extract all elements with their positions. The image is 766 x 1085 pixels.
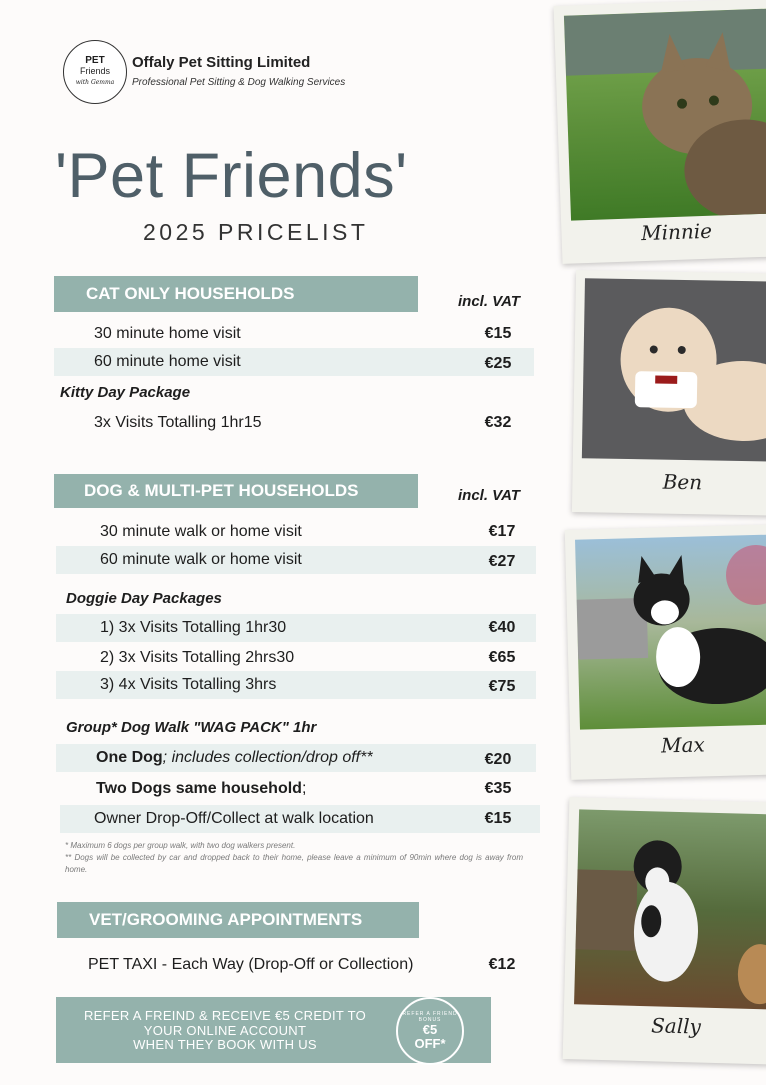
price-row [56, 744, 536, 772]
referral-line-2: YOUR ONLINE ACCOUNT [143, 1022, 307, 1038]
polaroid-max [565, 524, 766, 780]
pet-name-max: Max [660, 732, 706, 758]
referral-line-1: REFER A FREIND & RECEIVE €5 CREDIT TO [83, 1008, 366, 1023]
price-row [54, 348, 534, 376]
footnote-2: ** Dogs will be collected by car and dropped back to their home, please leave a minimum of 90min where dog is away from home. [65, 853, 523, 874]
row-price: €27 [488, 553, 516, 570]
price-row [56, 518, 536, 546]
price-row [60, 805, 540, 833]
row-price: €32 [484, 414, 512, 431]
price-row [56, 644, 536, 672]
logo-text-pet: PET [85, 55, 105, 66]
kitty-package-title: Kitty Day Package [60, 384, 191, 401]
row-label-rest: ; [301, 780, 307, 797]
dog-vat-label: incl. VAT [458, 487, 520, 504]
footnotes [65, 840, 523, 876]
price-row [54, 320, 534, 348]
polaroid-minnie [554, 0, 766, 264]
company-tagline: Professional Pet Sitting & Dog Walking Services [132, 77, 346, 88]
vet-section-heading: VET/GROOMING APPOINTMENTS [57, 902, 419, 938]
referral-line-3: WHEN THEY BOOK WITH US [133, 1037, 317, 1052]
pet-name-ben: Ben [662, 469, 703, 495]
logo-text-gemma: with Gemma [75, 79, 115, 86]
row-label: 60 minute home visit [94, 353, 241, 370]
dog-section-heading: DOG & MULTI-PET HOUSEHOLDS [54, 474, 418, 508]
row-price: €65 [488, 649, 516, 666]
price-row [56, 951, 536, 979]
dog-illustration [582, 278, 766, 462]
row-price: €20 [484, 751, 512, 768]
footnote-1: * Maximum 6 dogs per group walk, with two dog walkers present. [65, 841, 296, 850]
cat-photo-minnie [564, 8, 766, 220]
badge-amount: €5 [422, 1022, 438, 1037]
row-label: PET TAXI - Each Way (Drop-Off or Collection) [88, 956, 414, 973]
doggie-package-title: Doggie Day Packages [66, 590, 222, 607]
row-price: €12 [488, 956, 516, 973]
pet-name-minnie: Minnie [640, 218, 713, 246]
wag-pack-title: Group* Dog Walk "WAG PACK" 1hr [66, 719, 317, 736]
row-label: 3x Visits Totalling 1hr15 [94, 414, 262, 431]
price-row [56, 546, 536, 574]
polaroid-sally [563, 797, 766, 1065]
cat-section-heading: CAT ONLY HOUSEHOLDS [54, 276, 418, 312]
dog-photo-ben [582, 278, 766, 462]
row-label: 30 minute home visit [94, 325, 241, 342]
page-subtitle: 2025 PRICELIST [143, 219, 369, 245]
polaroid-ben [572, 270, 766, 516]
row-label: 30 minute walk or home visit [100, 523, 302, 540]
row-price: €15 [484, 810, 512, 827]
dog-illustration [574, 809, 766, 1009]
row-price: €15 [484, 325, 512, 342]
page-title: 'Pet Friends' [55, 141, 408, 211]
cat-vat-label: incl. VAT [458, 293, 520, 310]
row-price: €35 [484, 780, 512, 797]
company-logo [63, 40, 127, 104]
row-price: €17 [488, 523, 516, 540]
price-row [56, 614, 536, 642]
referral-badge [396, 997, 464, 1065]
cat-photo-max [575, 534, 766, 729]
company-name: Offaly Pet Sitting Limited [132, 54, 311, 71]
row-label-rest: ; includes collection/drop off** [162, 749, 373, 766]
row-label: Owner Drop-Off/Collect at walk location [94, 810, 374, 827]
price-row [56, 775, 536, 803]
row-price: €25 [484, 355, 512, 372]
row-price: €75 [488, 678, 516, 695]
dog-photo-sally [574, 809, 766, 1009]
row-label: 1) 3x Visits Totalling 1hr30 [100, 619, 287, 636]
badge-ring-text: REFER A FRIEND BONUS [402, 1011, 458, 1023]
row-label-bold: Two Dogs same household [96, 780, 302, 797]
row-label: 60 minute walk or home visit [100, 551, 302, 568]
row-price: €40 [488, 619, 516, 636]
cat-illustration [575, 534, 766, 729]
pet-name-sally: Sally [650, 1013, 702, 1039]
logo-text-friends: Friends [79, 66, 110, 76]
price-row [56, 671, 536, 699]
row-label: 3) 4x Visits Totalling 3hrs [100, 676, 277, 693]
row-label-bold: One Dog [96, 749, 163, 766]
cat-illustration [564, 8, 766, 220]
row-label: 2) 3x Visits Totalling 2hrs30 [100, 649, 295, 666]
badge-off: OFF* [414, 1036, 446, 1051]
price-row [54, 409, 534, 437]
